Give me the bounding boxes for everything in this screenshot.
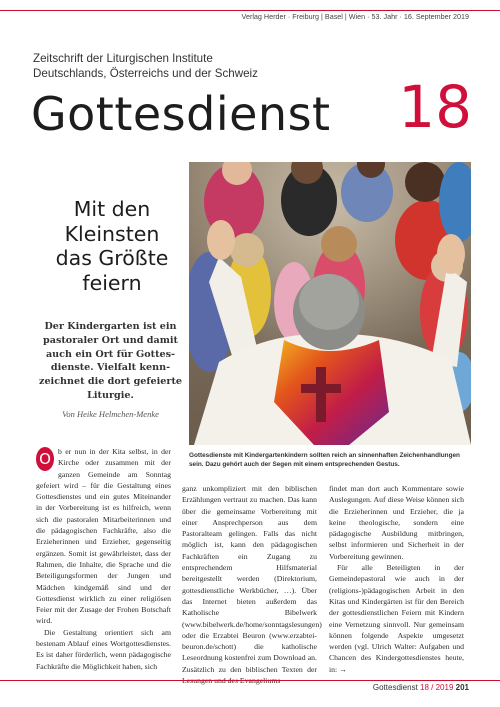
- subtitle-line-1: Zeitschrift der Liturgischen Institute: [33, 52, 213, 65]
- article-headline: Mit den Kleinsten das Größte feiern: [55, 197, 169, 295]
- article-photo: [189, 162, 471, 445]
- page-number: 201: [455, 683, 469, 692]
- magazine-title: Gottesdienst: [31, 87, 331, 141]
- magazine-subtitle: [33, 51, 333, 81]
- publisher-info: Verlag Herder · Freiburg | Basel | Wien · 53. Jahr · 16. September 2019: [241, 12, 469, 21]
- photo-illustration: [189, 162, 471, 445]
- paragraph-text: Für alle Beteiligten in der Gemeindepastoral wie auch in der (religions-)pädagogischen Arbeit in den Kitas und Kindergärten ist für den Bereich der gottesdienstlichen Feiern mit Kindern eine Vernetzung sinnvoll. Nur gemeinsam können folgende Aspekte umgesetzt werden (vgl. Ulrich Walter: Aufgaben und Chancen des Kindergottesdienstes heute, in:: [329, 563, 464, 674]
- paragraph: [36, 446, 171, 627]
- drop-cap: O: [36, 447, 54, 471]
- text-column-2: [182, 483, 322, 686]
- paragraph: findet man dort auch Kommentare sowie Auslegungen. Auf diese Weise können sich die Erzieherinnen und Erzieher, die ja keine theologische, sondern eine pädagogische Ausbildung mitbringen, selbst informieren und Sicherheit in der Vorbereitung gewinnen.: [329, 484, 464, 561]
- paragraph: ganz unkompliziert mit den biblischen Erzählungen vertraut zu machen. Das kann über die gemeinsame Vorbereitung mit einer Ansprechperson aus dem Pastoralteam gelingen. Falls das nicht möglich ist, kann den pädagogischen Fachkräften ein Zugang zu entsprechendem Hilfsmaterial bereitgestellt werden (Direktorium, gottesdienstliche Werkbücher, …). Über das Internet bieten außerdem das Katholische Bibelwerk (www.bibelwerk.de/home/sonntagslesungen) oder die Erzabtei Beuron (www.erzabtei-beuron.de/schott) die katholische Leseordnung kostenfrei zum Download an. Zusätzlich zu den biblischen Texten der: [182, 484, 322, 674]
- issue-number: 18: [398, 73, 472, 141]
- paragraph: [329, 562, 464, 675]
- subtitle-line-2: Deutschlands, Österreichs und der Schweiz: [33, 67, 258, 80]
- footer-issue: 18 / 2019: [420, 683, 454, 692]
- top-rule: [0, 10, 500, 11]
- footer-magazine: Gottesdienst: [372, 683, 418, 692]
- article-lead: Der Kindergarten ist ein pastoraler Ort und damit auch ein Ort für Gottesdienste. Vielfalt kennzeichnet die dort gefeierte Liturgie.: [39, 321, 182, 401]
- text-column-3: [329, 483, 464, 675]
- text-column-1: [36, 446, 171, 672]
- page-footer: [373, 683, 469, 692]
- paragraph-text: b er nun in der Kita selbst, in der Kirche oder zusammen mit der ganzen Gemeinde am Sonntag gefeiert wird – für die Gestaltung eines Gottesdienstes und ein gutes Miteinander in der Vorbereitung ist es hilfreich, wenn sich die pastoralen Mitarbeiterinnen und die pädagogischen Fachkräfte, also die Erzieherinnen und Erzieher, gegenseitig ergänzen. Somit ist gewährleistet, dass der Rahmen, die Inhalte, die Sprache und die Beteiligungsformen der Jungen und Mädchen kindgemäß sind und der Gottesdienst wirklich zu einer religiösen Feier mit der Zusage der Frohen Botschaft wird.: [36, 447, 171, 626]
- paragraph: Die Gestaltung orientiert sich am bestenam Ablauf eines Wortgottesdienstes. Es ist daher förderlich, wenn pädagogische Fachkräfte die Möglichkeit haben, sich: [36, 627, 171, 671]
- article-author: Von Heike Helmchen-Menke: [62, 409, 159, 419]
- continue-arrow-icon: →: [339, 664, 347, 674]
- photo-caption: Gottesdienste mit Kindergartenkindern sollten reich an sinnenhaften Zeichenhandlungen sein. Dazu gehört auch der Segen mit einem entsprechenden Gestus.: [189, 452, 460, 469]
- footer-rule: [0, 680, 500, 681]
